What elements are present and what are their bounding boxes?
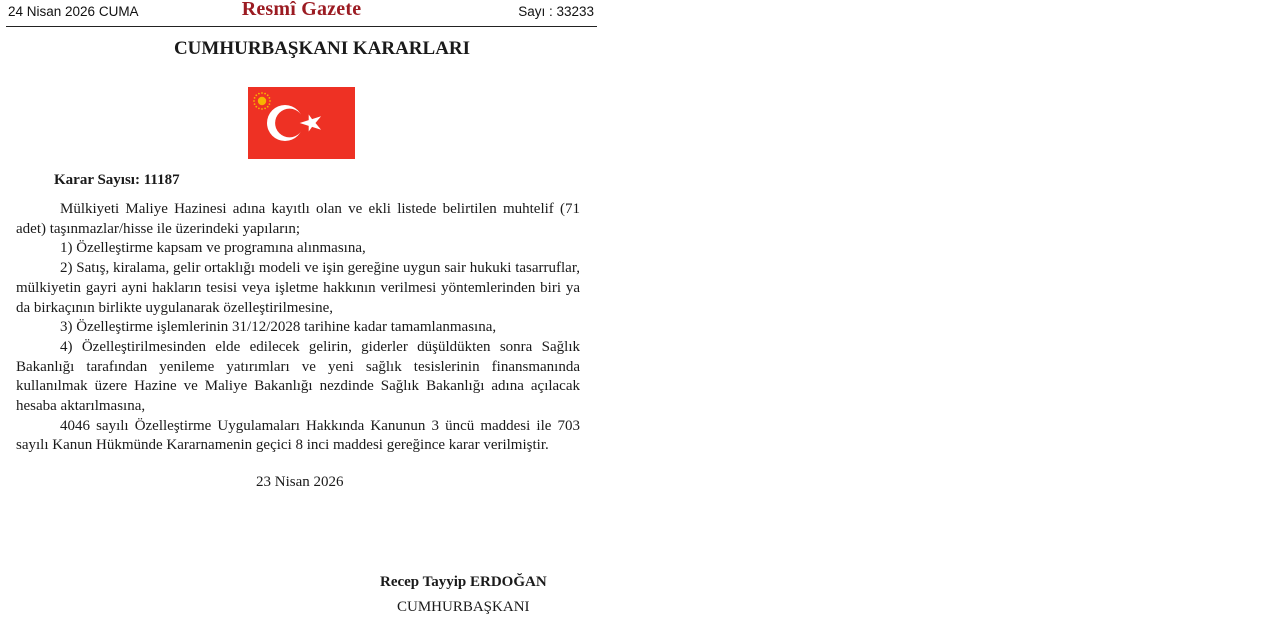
decision-body [16,200,580,456]
body-paragraph-item-2: 2) Satış, kiralama, gelir ortaklığı modeli ve işin gereğine uygun sair hukuki tasarruflar, mülkiyetin gayri ayni hakların tesisi veya işletme hakkının verilmesi yöntemlerinden biri ya da birkaçının birlikte uygulanarak özelleştirilmesine, [16,260,580,316]
issue-number: Sayı : 33233 [518,4,594,19]
gazette-title: Resmî Gazete [241,0,362,20]
section-title: CUMHURBAŞKANI KARARLARI [173,38,471,59]
issue-date: 24 Nisan 2026 CUMA [8,4,139,19]
decision-date: 23 Nisan 2026 [256,474,344,490]
body-paragraph-legal-basis: 4046 sayılı Özelleştirme Uygulamaları Hakkında Kanunun 3 üncü maddesi ile 703 sayılı Kanun Hükmünde Kararnamenin geçici 8 inci maddesi gereğince karar verilmiştir. [16,417,580,454]
body-paragraph-item-1: 1) Özelleştirme kapsam ve programına alınmasına, [60,240,366,257]
signer-name: Recep Tayyip ERDOĞAN [380,574,547,590]
gazette-header [6,0,597,27]
decision-number: Karar Sayısı: 11187 [54,172,180,188]
signer-title: CUMHURBAŞKANI [397,599,530,615]
turkish-flag-icon [248,87,355,159]
gazette-page [0,0,604,619]
body-paragraph-intro: Mülkiyeti Maliye Hazinesi adına kayıtlı olan ve ekli listede belirtilen muhtelif (71 adet) taşınmazlar/hisse ile üzerindeki yapıların; [16,201,580,237]
body-paragraph-item-4: 4) Özelleştirilmesinden elde edilecek gelirin, giderler düşüldükten sonra Sağlık Bakanlığı tarafından yenileme yatırımları ve yeni sağlık tesislerinin finansmanında kullanılmak üzere Hazine ve Maliye Bakanlığı nezdinde Sağlık Bakanlığı adına açılacak hesaba aktarılmasına, [16,338,580,415]
body-paragraph-item-3: 3) Özelleştirme işlemlerinin 31/12/2028 tarihine kadar tamamlanmasına, [60,319,497,336]
